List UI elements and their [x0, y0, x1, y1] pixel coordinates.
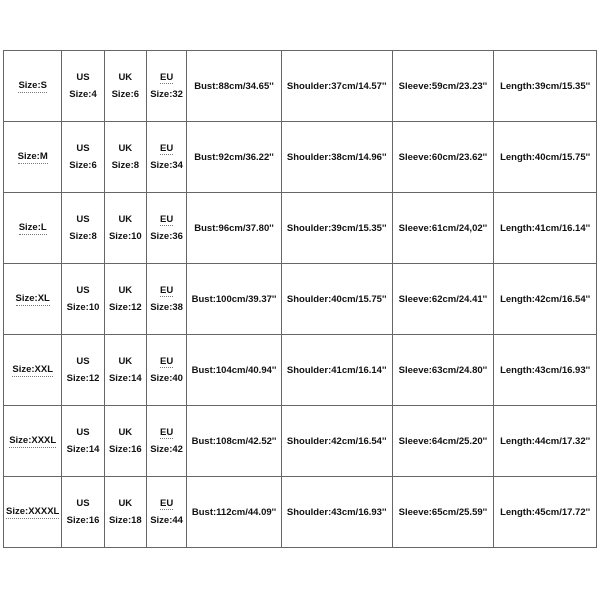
size-cell [4, 193, 62, 264]
size-cell [4, 122, 62, 193]
table-row [4, 193, 597, 264]
length-value: Length:44cm/17.32'' [500, 435, 591, 447]
table-row [4, 477, 597, 548]
uk-size-cell [104, 477, 146, 548]
uk-size-value: Size:6 [111, 89, 140, 100]
bust-value: Bust:108cm/42.52'' [191, 435, 277, 447]
us-size-value: Size:6 [69, 160, 97, 171]
sleeve-cell [392, 264, 494, 335]
bust-cell [187, 264, 282, 335]
sleeve-value: Sleeve:61cm/24,02'' [398, 222, 488, 234]
sleeve-cell [392, 477, 494, 548]
sleeve-value: Sleeve:60cm/23.62'' [398, 151, 488, 163]
eu-size-cell [146, 477, 186, 548]
bust-cell [187, 193, 282, 264]
size-label: Size:L [18, 222, 47, 233]
eu-size-value: Size:32 [150, 88, 183, 100]
us-size-value: Size:14 [66, 444, 100, 455]
shoulder-value: Shoulder:37cm/14.57'' [286, 80, 387, 92]
uk-label: UK [118, 356, 133, 367]
bust-cell [187, 122, 282, 193]
bust-cell [187, 335, 282, 406]
sleeve-value: Sleeve:62cm/24.41'' [398, 293, 488, 305]
size-label: Size:XXL [12, 364, 54, 375]
uk-size-cell [104, 51, 146, 122]
eu-size-value: Size:44 [150, 514, 183, 526]
size-label: Size:XXXXL [6, 506, 60, 517]
size-label: Size:S [18, 80, 47, 91]
us-label: US [76, 498, 90, 509]
length-cell [494, 335, 597, 406]
size-cell [4, 335, 62, 406]
uk-size-value: Size:12 [108, 302, 142, 313]
shoulder-cell [281, 193, 392, 264]
bust-value: Bust:100cm/39.37'' [191, 293, 277, 305]
sleeve-cell [392, 51, 494, 122]
length-cell [494, 477, 597, 548]
shoulder-value: Shoulder:41cm/16.14'' [286, 364, 387, 376]
us-size-value: Size:8 [69, 231, 97, 242]
length-cell [494, 193, 597, 264]
size-label: Size:M [17, 151, 48, 162]
length-cell [494, 264, 597, 335]
bust-value: Bust:88cm/34.65'' [194, 80, 274, 92]
bust-value: Bust:104cm/40.94'' [191, 364, 277, 376]
sleeve-cell [392, 335, 494, 406]
shoulder-value: Shoulder:40cm/15.75'' [286, 293, 387, 305]
sleeve-cell [392, 122, 494, 193]
size-cell [4, 51, 62, 122]
eu-size-cell [146, 335, 186, 406]
table-row [4, 51, 597, 122]
eu-label: EU [159, 284, 174, 296]
bust-cell [187, 51, 282, 122]
length-cell [494, 406, 597, 477]
eu-size-cell [146, 122, 186, 193]
uk-label: UK [118, 72, 133, 83]
uk-size-cell [104, 193, 146, 264]
eu-label: EU [159, 71, 174, 83]
eu-size-value: Size:40 [150, 372, 183, 384]
sleeve-cell [392, 193, 494, 264]
size-label: Size:XL [15, 293, 50, 304]
uk-label: UK [118, 285, 133, 296]
length-value: Length:41cm/16.14'' [500, 222, 591, 234]
size-label: Size:XXXL [9, 435, 57, 446]
us-size-cell [62, 335, 104, 406]
eu-size-value: Size:34 [150, 159, 183, 171]
bust-value: Bust:92cm/36.22'' [194, 151, 274, 163]
eu-size-value: Size:36 [150, 230, 183, 242]
us-label: US [76, 427, 90, 438]
length-cell [494, 51, 597, 122]
length-value: Length:42cm/16.54'' [500, 293, 591, 305]
eu-size-cell [146, 51, 186, 122]
length-value: Length:40cm/15.75'' [500, 151, 591, 163]
bust-value: Bust:96cm/37.80'' [194, 222, 274, 234]
sleeve-value: Sleeve:59cm/23.23'' [398, 80, 488, 92]
shoulder-value: Shoulder:39cm/15.35'' [286, 222, 387, 234]
table-row [4, 406, 597, 477]
uk-size-value: Size:8 [111, 160, 140, 171]
bust-cell [187, 406, 282, 477]
us-size-cell [62, 264, 104, 335]
us-label: US [76, 72, 90, 83]
us-label: US [76, 143, 90, 154]
length-value: Length:43cm/16.93'' [500, 364, 591, 376]
uk-size-cell [104, 264, 146, 335]
table-row [4, 122, 597, 193]
length-value: Length:39cm/15.35'' [500, 80, 591, 92]
shoulder-cell [281, 335, 392, 406]
shoulder-cell [281, 122, 392, 193]
length-value: Length:45cm/17.72'' [500, 506, 591, 518]
eu-label: EU [159, 355, 174, 367]
us-label: US [76, 356, 90, 367]
sleeve-cell [392, 406, 494, 477]
bust-cell [187, 477, 282, 548]
sleeve-value: Sleeve:64cm/25.20'' [398, 435, 488, 447]
us-size-cell [62, 406, 104, 477]
sleeve-value: Sleeve:63cm/24.80'' [398, 364, 488, 376]
eu-label: EU [159, 142, 174, 154]
size-chart-table [3, 50, 597, 548]
size-cell [4, 406, 62, 477]
us-size-value: Size:4 [69, 89, 97, 100]
eu-label: EU [159, 213, 174, 225]
bust-value: Bust:112cm/44.09'' [191, 506, 277, 518]
shoulder-value: Shoulder:43cm/16.93'' [286, 506, 387, 518]
size-chart-body [4, 51, 597, 548]
eu-size-cell [146, 193, 186, 264]
uk-size-value: Size:14 [108, 373, 142, 384]
uk-label: UK [118, 427, 133, 438]
eu-size-value: Size:42 [150, 443, 183, 455]
us-size-cell [62, 193, 104, 264]
us-label: US [76, 214, 90, 225]
us-size-cell [62, 477, 104, 548]
uk-label: UK [118, 498, 133, 509]
sleeve-value: Sleeve:65cm/25.59'' [398, 506, 488, 518]
us-size-cell [62, 51, 104, 122]
eu-size-cell [146, 264, 186, 335]
us-label: US [76, 285, 90, 296]
length-cell [494, 122, 597, 193]
us-size-value: Size:12 [66, 373, 100, 384]
shoulder-cell [281, 264, 392, 335]
uk-size-value: Size:18 [108, 515, 142, 526]
us-size-value: Size:10 [66, 302, 100, 313]
uk-size-cell [104, 122, 146, 193]
us-size-cell [62, 122, 104, 193]
size-cell [4, 264, 62, 335]
shoulder-value: Shoulder:42cm/16.54'' [286, 435, 387, 447]
uk-size-value: Size:10 [108, 231, 142, 242]
shoulder-cell [281, 51, 392, 122]
eu-label: EU [159, 426, 174, 438]
uk-label: UK [118, 143, 133, 154]
table-row [4, 335, 597, 406]
table-row [4, 264, 597, 335]
uk-size-cell [104, 335, 146, 406]
eu-size-cell [146, 406, 186, 477]
us-size-value: Size:16 [66, 515, 100, 526]
shoulder-cell [281, 477, 392, 548]
shoulder-value: Shoulder:38cm/14.96'' [286, 151, 387, 163]
eu-label: EU [159, 497, 174, 509]
shoulder-cell [281, 406, 392, 477]
uk-label: UK [118, 214, 133, 225]
uk-size-cell [104, 406, 146, 477]
size-cell [4, 477, 62, 548]
eu-size-value: Size:38 [150, 301, 183, 313]
uk-size-value: Size:16 [108, 444, 142, 455]
